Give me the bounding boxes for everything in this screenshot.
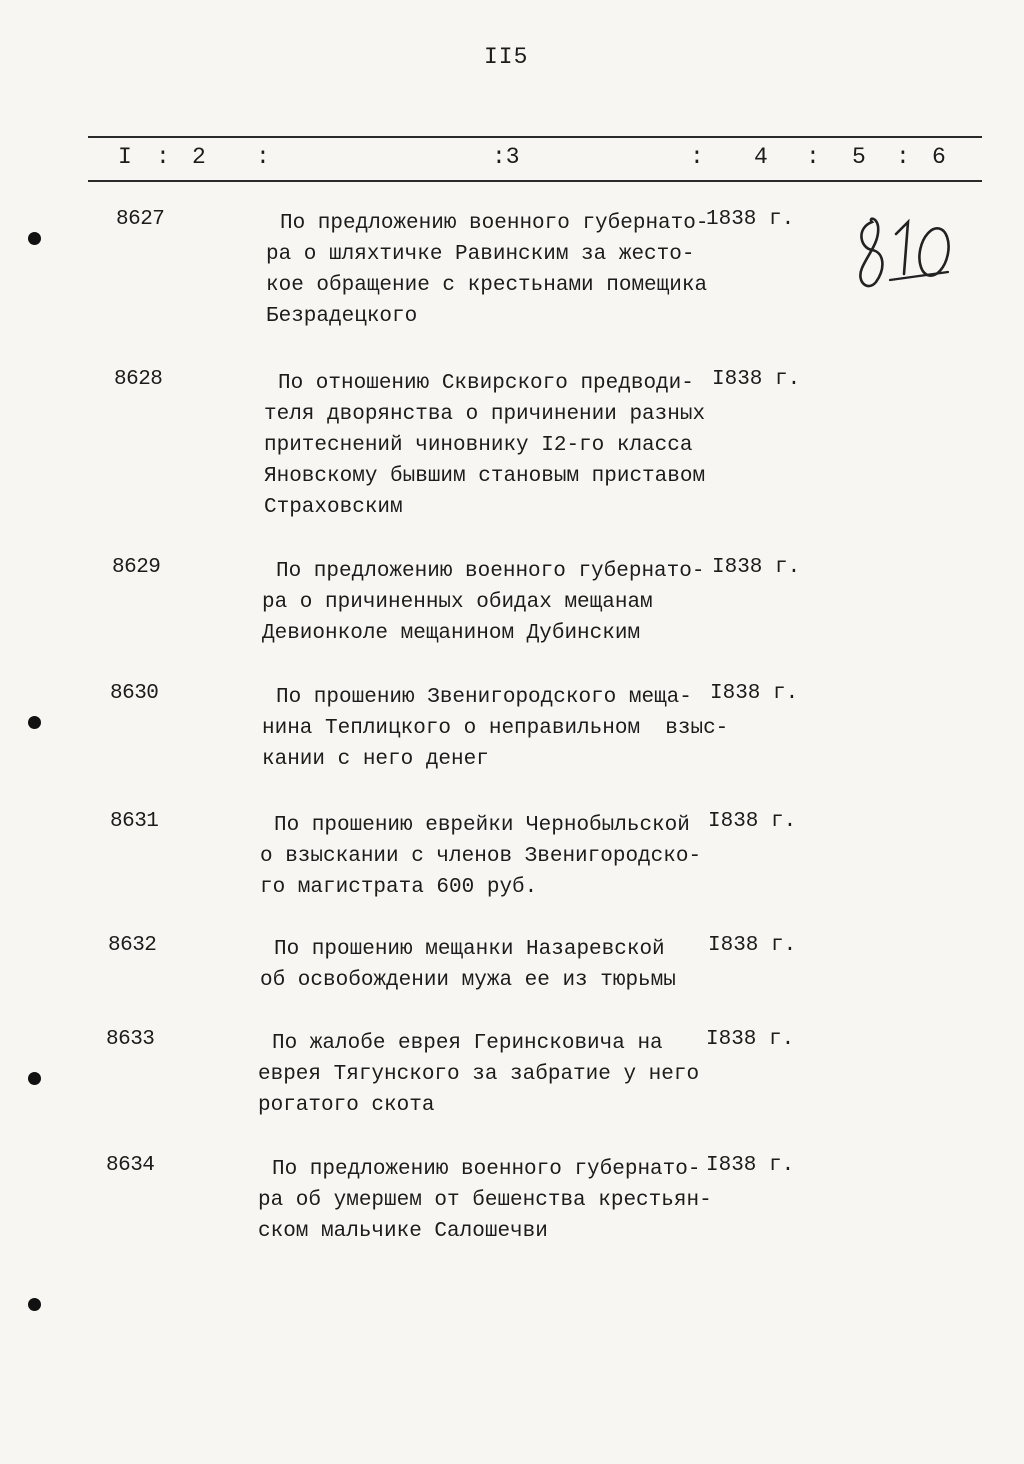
- header-rule-bottom: [88, 180, 982, 182]
- handwritten-note: [850, 212, 960, 292]
- entry-description-line: ра об умершем от бешенства крестьян-: [258, 1189, 712, 1212]
- punch-hole: [28, 1298, 41, 1311]
- entry-number: 8634: [106, 1154, 155, 1177]
- column-separator: :: [896, 144, 910, 170]
- entry-year: I838 г.: [706, 1154, 795, 1177]
- handwritten-810-mark: [850, 212, 960, 292]
- entry-description-line: теля дворянства о причинении разных: [264, 403, 706, 426]
- entry-description-line: кании с него денег: [262, 748, 489, 771]
- entry-description-line: рогатого скота: [258, 1094, 435, 1117]
- entry-description-line: ском мальчике Салошечви: [258, 1220, 548, 1243]
- entry-year: I838 г.: [708, 934, 797, 957]
- entry-description-line: По предложению военного губернато-: [272, 1158, 701, 1181]
- page-number: II5: [484, 44, 529, 70]
- column-separator: :: [690, 144, 704, 170]
- entry-year: I838 г.: [708, 810, 797, 833]
- entry-number: 8627: [116, 208, 165, 231]
- entry-description-line: еврея Тягунского за забратие у него: [258, 1063, 700, 1086]
- entry-description-line: По прошению Звенигородского меща-: [276, 686, 692, 709]
- entry-description-line: ра о шляхтичке Равинским за жесто-: [266, 243, 695, 266]
- entry-description-line: По прошению мещанки Назаревской: [274, 938, 665, 961]
- entry-description-line: нина Теплицкого о неправильном взыс-: [262, 717, 729, 740]
- header-rule-top: [88, 136, 982, 138]
- entry-description-line: ра о причиненных обидах мещанам: [262, 591, 653, 614]
- entry-description-line: го магистрата 600 руб.: [260, 876, 538, 899]
- entry-number: 8633: [106, 1028, 155, 1051]
- punch-hole: [28, 232, 41, 245]
- entry-description-line: По жалобе еврея Геринсковича на: [272, 1032, 663, 1055]
- column-2-header: 2: [192, 144, 206, 170]
- punch-hole: [28, 716, 41, 729]
- punch-hole: [28, 1072, 41, 1085]
- entry-description-line: Безрадецкого: [266, 305, 418, 328]
- column-4-header: 4: [754, 144, 768, 170]
- entry-number: 8630: [110, 682, 159, 705]
- entry-description-line: кое обращение с крестьнами помещика: [266, 274, 708, 297]
- entry-year: 1838 г.: [706, 208, 795, 231]
- column-1-header: I: [118, 144, 132, 170]
- entry-number: 8631: [110, 810, 159, 833]
- entry-year: I838 г.: [712, 556, 801, 579]
- entry-description-line: Яновскому бывшим становым приставом: [264, 465, 706, 488]
- column-6-header: 6: [932, 144, 946, 170]
- entry-year: I838 г.: [710, 682, 799, 705]
- entry-description-line: По прошению еврейки Чернобыльской: [274, 814, 690, 837]
- column-separator: :: [256, 144, 270, 170]
- entry-description-line: Страховским: [264, 496, 403, 519]
- entry-year: I838 г.: [712, 368, 801, 391]
- entry-number: 8628: [114, 368, 163, 391]
- entry-year: I838 г.: [706, 1028, 795, 1051]
- column-separator: :: [156, 144, 170, 170]
- column-5-header: 5: [852, 144, 866, 170]
- entry-number: 8632: [108, 934, 157, 957]
- entry-number: 8629: [112, 556, 161, 579]
- column-separator: :: [806, 144, 820, 170]
- entry-description-line: По предложению военного губернато-: [280, 212, 709, 235]
- column-3-header: :3: [492, 144, 520, 170]
- entry-description-line: об освобождении мужа ее из тюрьмы: [260, 969, 676, 992]
- entry-description-line: Девионколе мещанином Дубинским: [262, 622, 641, 645]
- entry-description-line: о взыскании с членов Звенигородско-: [260, 845, 702, 868]
- entry-description-line: По предложению военного губернато-: [276, 560, 705, 583]
- entry-description-line: притеснений чиновнику I2-го класса: [264, 434, 693, 457]
- entry-description-line: По отношению Сквирского предводи-: [278, 372, 694, 395]
